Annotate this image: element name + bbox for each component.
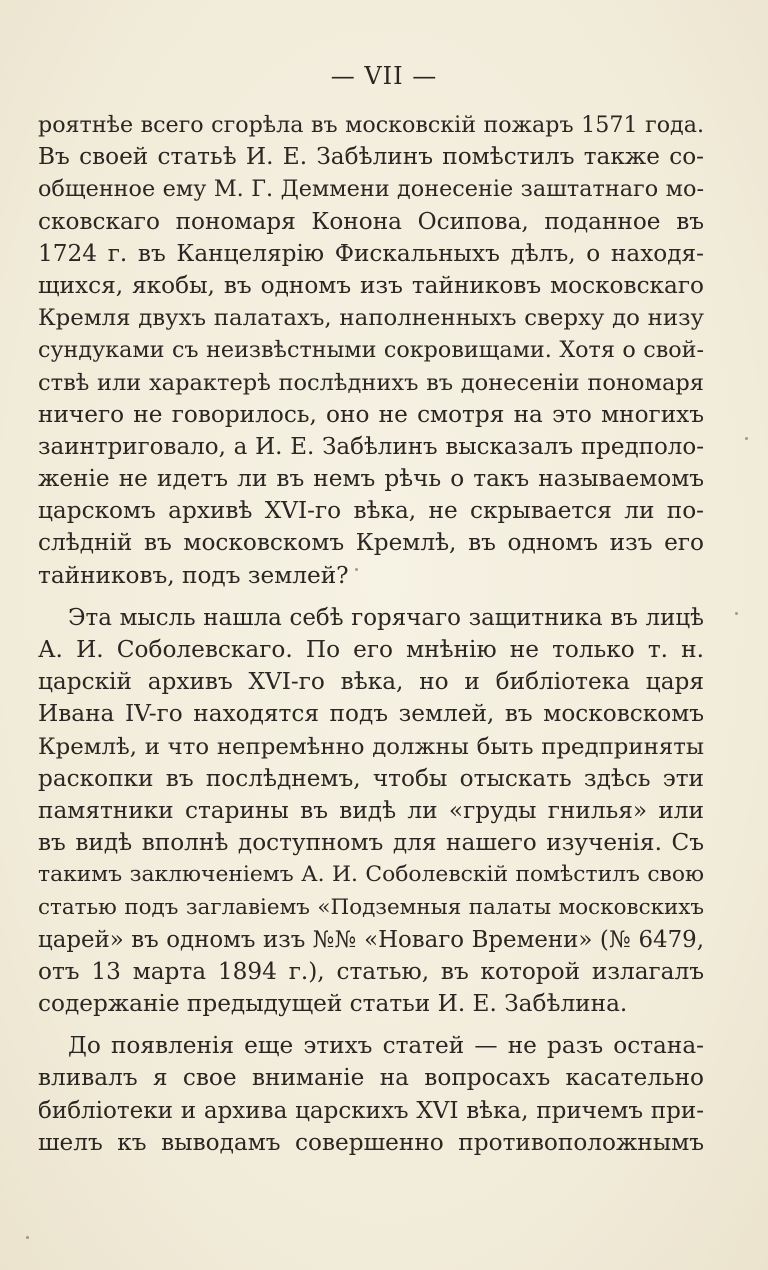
paragraph-1 — [38, 109, 704, 592]
paper-speck — [745, 437, 748, 440]
text-line: отъ 13 марта 1894 г.), статью, въ которой излагалъ — [38, 957, 704, 985]
text-line: въ видѣ вполнѣ доступномъ для нашего изученія. Съ — [38, 829, 704, 857]
paper-speck — [26, 1236, 29, 1239]
text-line: роятнѣе всего сгорѣла въ московскій пожаръ 1571 года. — [38, 112, 704, 138]
text-line: А. И. Соболевскаго. По его мнѣнію не только т. н. — [38, 636, 704, 663]
text-line: Кремлѣ, и что непремѣнно должны быть предприняты — [38, 733, 704, 760]
text-line: щихся, якобы, въ одномъ изъ тайниковъ московскаго — [38, 271, 704, 299]
text-line: ствѣ или характерѣ послѣднихъ въ донесеніи пономаря — [38, 369, 704, 396]
text-line: До появленія еще этихъ статей — не разъ остана- — [68, 1032, 704, 1060]
text-line: тайниковъ, подъ землей? — [38, 561, 349, 589]
paragraph-2 — [38, 602, 704, 1020]
text-line: шелъ къ выводамъ совершенно противоположнымъ — [38, 1128, 704, 1156]
text-line: Въ своей статьѣ И. Е. Забѣлинъ помѣстилъ также со- — [38, 143, 704, 171]
text-line: царей» въ одномъ изъ №№ «Новаго Времени» (№ 6479, — [38, 926, 704, 953]
paper-speck — [735, 612, 738, 615]
text-line: библіотеки и архива царскихъ XVI вѣка, причемъ при- — [38, 1097, 704, 1124]
text-line: раскопки въ послѣднемъ, чтобы отыскать здѣсь эти — [38, 764, 704, 792]
text-line: 1724 г. въ Канцелярію Фискальныхъ дѣлъ, о находя- — [38, 239, 704, 267]
text-line: общенное ему М. Г. Деммени донесеніе заштатнаго мо- — [38, 176, 704, 203]
text-line: царскій архивъ XVI-го вѣка, но и библіотека царя — [38, 668, 704, 696]
text-line: царскомъ архивѣ XVI-го вѣка, не скрывается ли по- — [38, 497, 704, 525]
text-line: Ивана IV-го находятся подъ землей, въ московскомъ — [38, 700, 704, 728]
paragraph-3 — [38, 1030, 704, 1159]
text-line: такимъ заключеніемъ А. И. Соболевскій помѣстилъ свою — [38, 862, 704, 888]
paper-speck — [355, 568, 358, 571]
text-line: вливалъ я свое вниманіе на вопросахъ касательно — [38, 1064, 704, 1092]
body-text — [38, 109, 704, 1159]
text-line: женіе не идетъ ли въ немъ рѣчь о такъ называемомъ — [38, 465, 704, 493]
text-line: Эта мысль нашла себѣ горячаго защитника въ лицѣ — [68, 604, 704, 631]
text-line: содержаніе предыдущей статьи И. Е. Забѣлина. — [38, 990, 628, 1018]
page-number: — VII — — [330, 62, 438, 90]
text-line: слѣдній въ московскомъ Кремлѣ, въ одномъ изъ его — [38, 529, 704, 557]
text-line: заинтриговало, а И. Е. Забѣлинъ высказалъ предполо- — [38, 433, 704, 460]
text-line: памятники старины въ видѣ ли «груды гнилья» или — [38, 796, 704, 824]
text-line: сковскаго пономаря Конона Осипова, поданное въ — [38, 207, 704, 235]
text-line: сундуками съ неизвѣстными сокровищами. Хотя о свой- — [38, 337, 704, 364]
text-line: статью подъ заглавіемъ «Подземныя палаты московскихъ — [38, 894, 704, 920]
text-line: ничего не говорилось, оно не смотря на это многихъ — [38, 400, 704, 428]
text-line: Кремля двухъ палатахъ, наполненныхъ сверху до низу — [38, 305, 704, 332]
